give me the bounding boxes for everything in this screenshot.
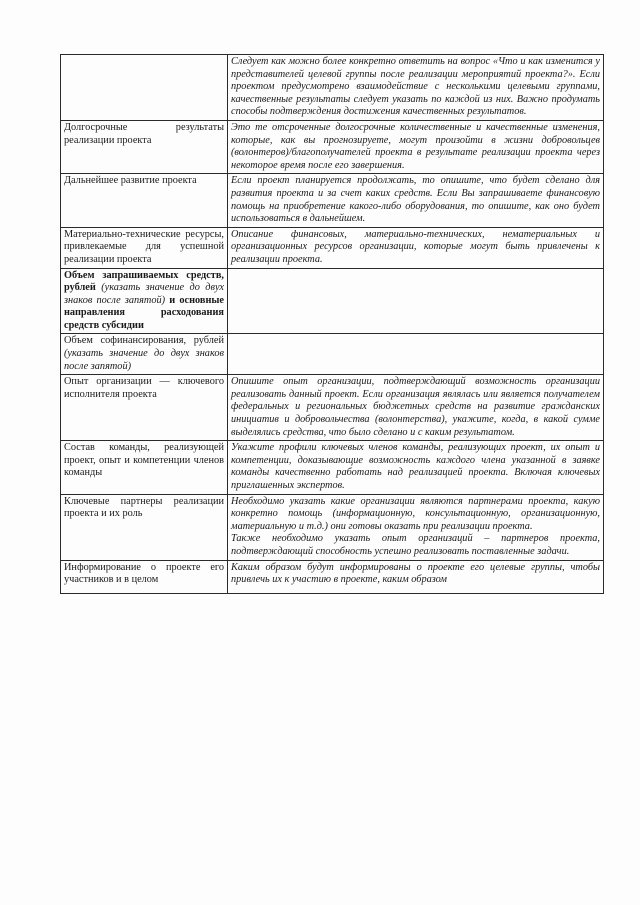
row-description: Укажите профили ключевых членов команды, реализующих проект, их опыт и компетенции, доказывающие возможность каждого члена указанной в заявке команды качественно работать над реализацией проекта. Включая ключевых приглашенных экспертов. (228, 441, 604, 494)
table-row (61, 55, 604, 121)
description-paragraph: Также необходимо указать опыт организаций – партнеров проекта, подтверждающий способность успешно реализовать поставленные задачи. (231, 533, 600, 557)
label-italic-note: (указать значение до двух знаков после запятой) (64, 348, 224, 372)
row-description: Каким образом будут информированы о проекте его целевые группы, чтобы привлечь их к участию в проекте, каким образом (228, 560, 604, 593)
table-row (61, 494, 604, 560)
row-description: Если проект планируется продолжать, то опишите, что будет сделано для развития проекта и за счет каких средств. Если Вы запрашиваете финансовую помощь на приобретение какого-либо оборудования, то опишите, как оно будет использоваться в дальнейшем. (228, 174, 604, 227)
row-label: Долгосрочные результаты реализации проекта (61, 120, 228, 173)
table-row (61, 375, 604, 441)
table-row (61, 560, 604, 593)
row-label: Дальнейшее развитие проекта (61, 174, 228, 227)
row-description: Это те отсроченные долгосрочные количественные и качественные изменения, которые, как вы прогнозируете, могут произойти в жизни добровольцев (волонтеров)/благополучателей проекта в результате реализации проекта через некоторое время после его завершения. (228, 120, 604, 173)
row-label: Ключевые партнеры реализации проекта и их роль (61, 494, 228, 560)
application-form-table (60, 54, 604, 594)
row-label: Опыт организации — ключевого исполнителя проекта (61, 375, 228, 441)
table-row (61, 268, 604, 334)
row-label: Состав команды, реализующей проект, опыт и компетенции членов команды (61, 441, 228, 494)
table-row (61, 441, 604, 494)
table-row (61, 334, 604, 375)
row-label: Материально-технические ресурсы, привлекаемые для успешной реализации проекта (61, 227, 228, 268)
row-description (228, 494, 604, 560)
row-description: Следует как можно более конкретно ответить на вопрос «Что и как изменится у представителей целевой группы после реализации мероприятий проекта?». Если проектом предусмотрено взаимодействие с несколькими целевыми группами, качественные результаты следует указать по каждой из них. Важно продумать способы подтверждения достижения качественных результатов. (228, 55, 604, 121)
row-label: Информирование о проекте его участников и в целом (61, 560, 228, 593)
row-label-requested-funds (61, 268, 228, 334)
row-label-cofinancing (61, 334, 228, 375)
label-bold-part: и основные направления расходования средств субсидии (64, 294, 225, 331)
table-row (61, 174, 604, 227)
description-paragraph: Необходимо указать какие организации являются партнерами проекта, какую конкретно помощь (информационную, консультационную, организационную, материальную и т.д.) они готовы оказать при реализации проекта. (231, 495, 600, 532)
table-row (61, 120, 604, 173)
table-row (61, 227, 604, 268)
label-bold-part: Объем запрашиваемых средств, рублей (64, 269, 224, 294)
label-italic-note: (указать значение до двух знаков после запятой) (64, 282, 224, 306)
row-description-empty (228, 334, 604, 375)
row-description-empty (228, 268, 604, 334)
row-description: Описание финансовых, материально-технических, нематериальных и организационных ресурсов организации, которые могут быть привлечены к реализации проекта. (228, 227, 604, 268)
label-text-part: Объем софинансирования, рублей (64, 335, 224, 347)
row-label (61, 55, 228, 121)
row-description: Опишите опыт организации, подтверждающий возможность организации реализовать данный проект. Если организация являлась или является получателем федеральных и региональных бюджетных средств на развитие гражданских инициатив и добровольчества (волонтерства), укажите, когда, в какой сумме выделялись средства, что было сделано и с каким результатом. (228, 375, 604, 441)
